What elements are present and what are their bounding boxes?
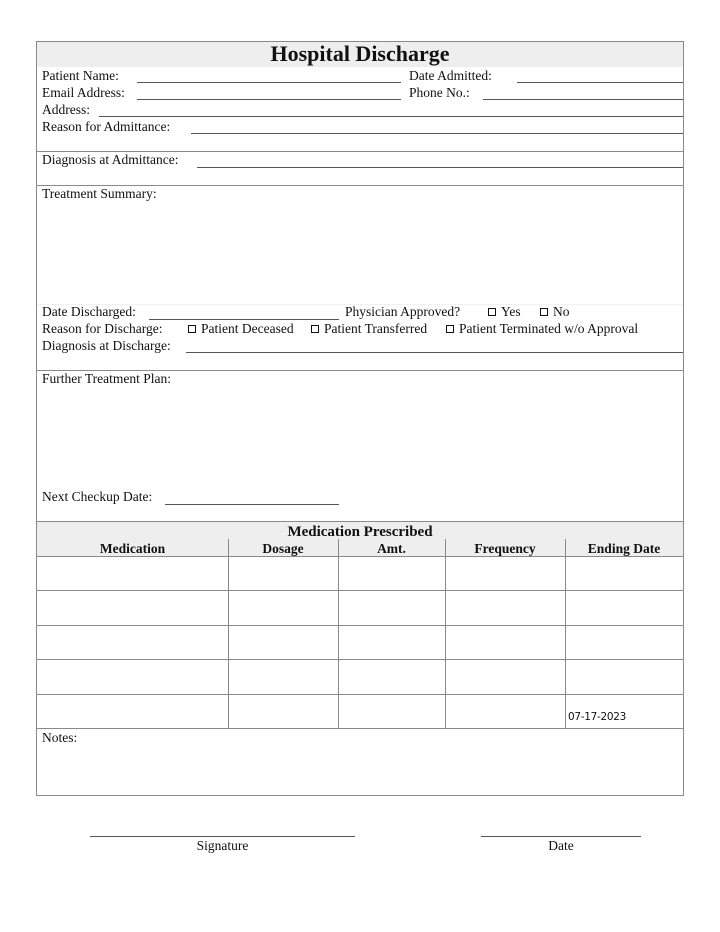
- next-checkup-label: Next Checkup Date:: [42, 489, 153, 504]
- email-field[interactable]: [137, 99, 401, 100]
- medication-table-body[interactable]: [37, 557, 683, 728]
- next-checkup-field[interactable]: [165, 504, 339, 505]
- reason-discharge-label: Reason for Discharge:: [42, 321, 163, 336]
- date-discharged-label: Date Discharged:: [42, 304, 136, 319]
- address-label: Address:: [42, 102, 90, 117]
- patient-name-label: Patient Name:: [42, 68, 119, 83]
- reason-admittance-label: Reason for Admittance:: [42, 119, 171, 134]
- checkbox-icon: [540, 308, 548, 316]
- column-frequency: Frequency: [474, 541, 536, 556]
- address-field[interactable]: [99, 116, 683, 117]
- phone-label: Phone No.:: [409, 85, 470, 100]
- diagnosis-admittance-field[interactable]: [197, 167, 683, 168]
- form-title: Hospital Discharge: [270, 41, 450, 66]
- signature-label: Signature: [196, 838, 249, 853]
- date-admitted-field[interactable]: [517, 82, 683, 83]
- approved-no-label: No: [553, 304, 570, 319]
- phone-field[interactable]: [483, 99, 683, 100]
- discharge-form: [36, 41, 684, 796]
- table-row-line: [37, 728, 683, 729]
- column-ending-date: Ending Date: [587, 541, 661, 556]
- date-discharged-field[interactable]: [149, 319, 339, 320]
- checkbox-icon: [488, 308, 496, 316]
- approved-yes-option[interactable]: [488, 304, 521, 320]
- option-terminated-label: Patient Terminated w/o Approval: [459, 321, 639, 336]
- checkbox-icon: [311, 325, 319, 333]
- option-transferred-label: Patient Transferred: [324, 321, 428, 336]
- patient-name-field[interactable]: [137, 82, 401, 83]
- checkbox-icon: [188, 325, 196, 333]
- email-label: Email Address:: [42, 85, 125, 100]
- date-admitted-label: Date Admitted:: [409, 68, 492, 83]
- further-treatment-label: Further Treatment Plan:: [42, 371, 171, 386]
- option-terminated[interactable]: [446, 321, 638, 337]
- notes-area[interactable]: [37, 746, 683, 794]
- further-treatment-area[interactable]: [37, 387, 683, 487]
- column-medication: Medication: [99, 541, 166, 556]
- column-dosage: Dosage: [262, 541, 304, 556]
- medication-section-title: Medication Prescribed: [287, 524, 433, 540]
- treatment-summary-label: Treatment Summary:: [42, 186, 157, 201]
- option-transferred[interactable]: [311, 321, 427, 337]
- approved-no-option[interactable]: [540, 304, 570, 320]
- option-deceased-label: Patient Deceased: [201, 321, 294, 336]
- ending-date-stamp: 07-17-2023: [568, 711, 627, 723]
- treatment-summary-area[interactable]: [37, 202, 683, 302]
- signature-line[interactable]: [90, 836, 355, 837]
- column-amount: Amt.: [377, 541, 406, 556]
- diagnosis-admittance-label: Diagnosis at Admittance:: [42, 152, 179, 167]
- date-line[interactable]: [481, 836, 641, 837]
- option-deceased[interactable]: [188, 321, 294, 337]
- physician-approved-label: Physician Approved?: [345, 304, 461, 319]
- checkbox-icon: [446, 325, 454, 333]
- date-label: Date: [548, 838, 574, 853]
- reason-admittance-field[interactable]: [191, 133, 683, 134]
- notes-label: Notes:: [42, 730, 78, 745]
- diagnosis-discharge-label: Diagnosis at Discharge:: [42, 338, 171, 353]
- diagnosis-discharge-field[interactable]: [186, 352, 683, 353]
- approved-yes-label: Yes: [501, 304, 521, 319]
